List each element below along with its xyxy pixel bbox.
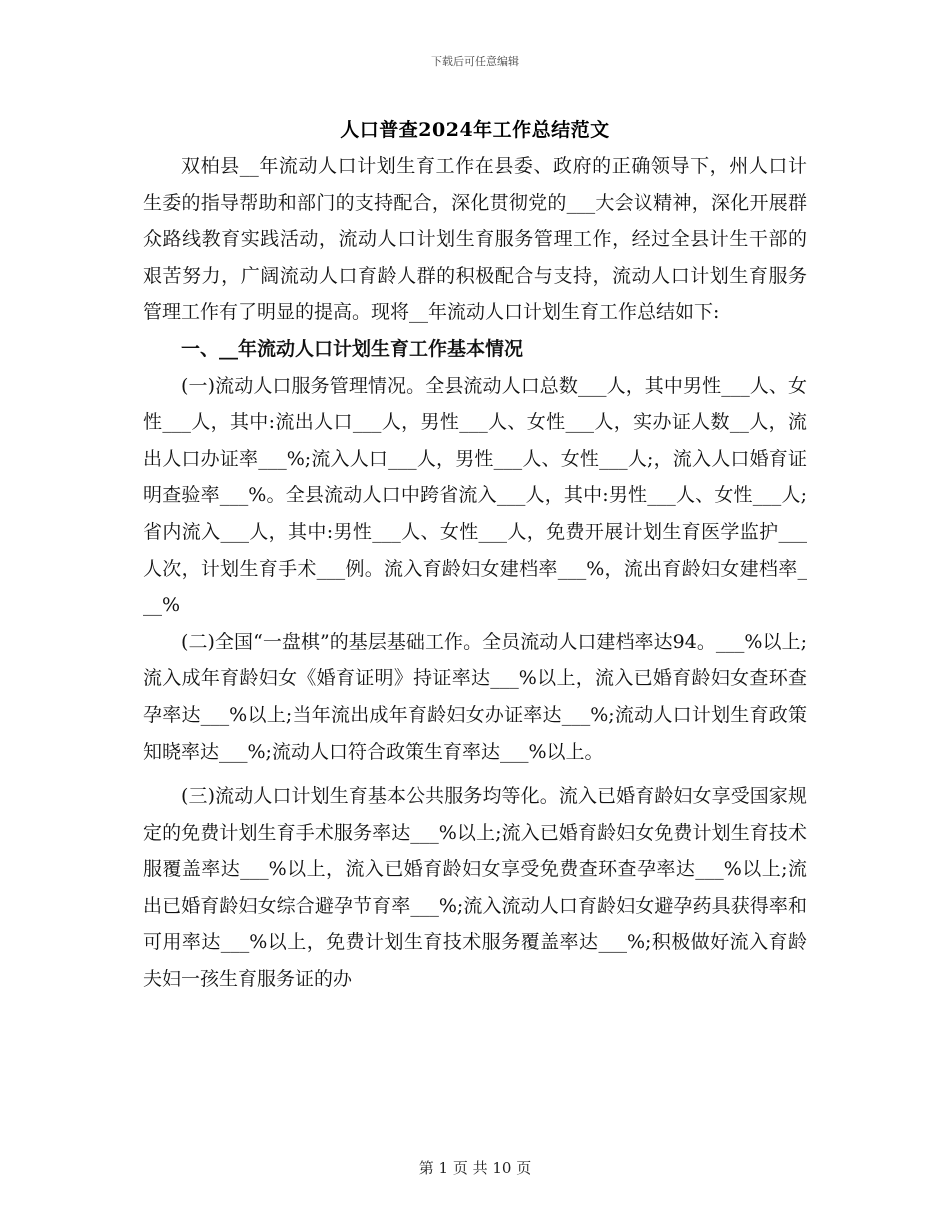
page-number: 第 1 页 共 10 页 — [418, 1159, 532, 1177]
page-header-note: 下载后可任意编辑 — [431, 55, 519, 68]
paragraph-service-management: (一)流动人口服务管理情况。全县流动人口总数___人，其中男性___人、女性___人，其中:流出人口___人，男性___人、女性___人，实办证人数__人，流出人口办证率___%;流入人口___人，男性___人、女性___人;，流入人口婚育证明查验率___%。全县流动人口中跨省流入___人，其中:男性___人、女性___人;省内流入___人，其中:男性___人、女性___人，免费开展计划生育医学监护___人次，计划生育手术___例。流入育龄妇女建档率___%，流出育龄妇女建档率___% — [143, 374, 807, 617]
section-heading: 一、__年流动人口计划生育工作基本情况 — [181, 337, 524, 360]
document-title: 人口普查2024年工作总结范文 — [340, 119, 610, 141]
intro-paragraph: 双柏县__年流动人口计划生育工作在县委、政府的正确领导下，州人口计生委的指导帮助和部门的支持配合，深化贯彻党的___大会议精神，深化开展群众路线教育实践活动，流动人口计划生育服务管理工作，经过全县计生干部的艰苦努力，广阔流动人口育龄人群的积极配合与支持，流动人口计划生育服务管理工作有了明显的提高。现将__年流动人口计划生育工作总结如下: — [143, 155, 807, 324]
paragraph-public-service: (三)流动人口计划生育基本公共服务均等化。流入已婚育龄妇女享受国家规定的免费计划生育手术服务率达___%以上;流入已婚育龄妇女免费计划生育技术服覆盖率达___%以上，流入已婚育龄妇女享受免费查环查孕率达___%以上;流出已婚育龄妇女综合避孕节育率___%;流入流动人口育龄妇女避孕药具获得率和可用率达___%以上，免费计划生育技术服务覆盖率达___%;积极做好流入育龄夫妇一孩生育服务证的办 — [143, 785, 807, 991]
paragraph-grassroots-work: (二)全国“一盘棋”的基层基础工作。全员流动人口建档率达94。___%以上;流入成年育龄妇女《婚育证明》持证率达___%以上，流入已婚育龄妇女查环查孕率达___%以上;当年流出成年育龄妇女办证率达___%;流动人口计划生育政策知晓率达___%;流动人口符合政策生育率达___%以上。 — [143, 630, 807, 763]
document-body — [143, 148, 807, 998]
